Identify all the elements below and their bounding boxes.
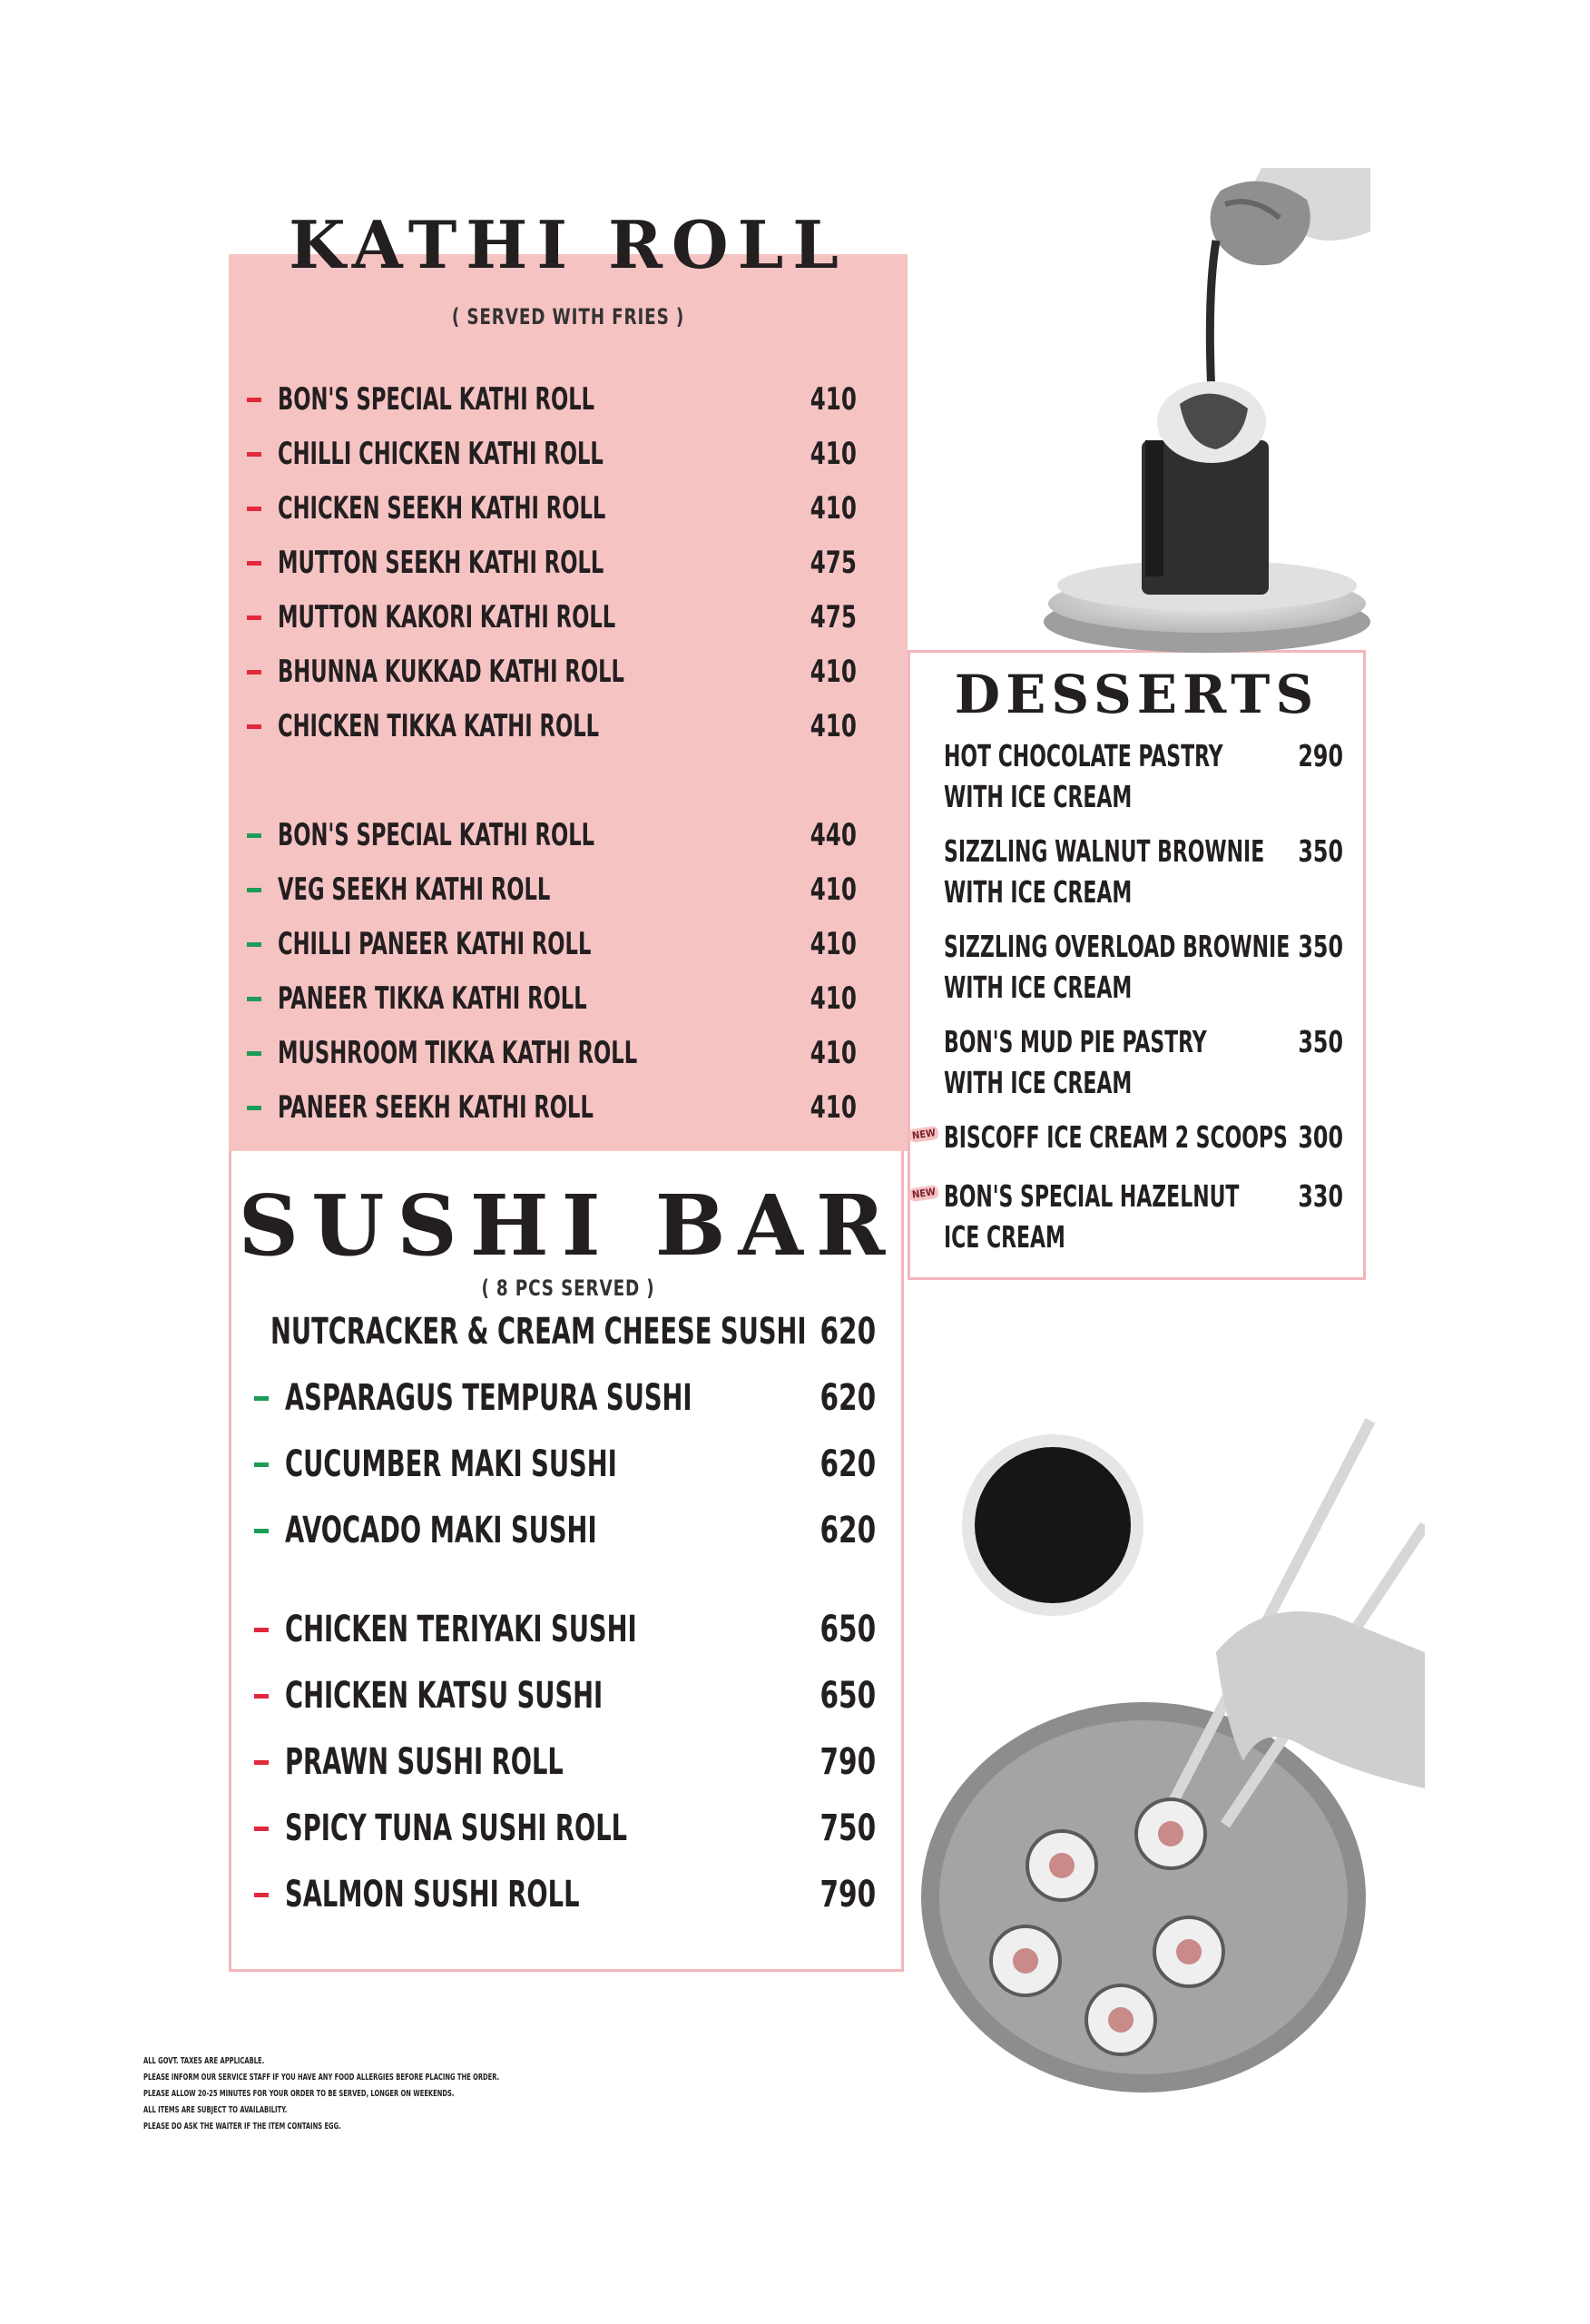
menu-item-name: SPICY TUNA SUSHI ROLL	[285, 1807, 628, 1849]
desserts-title: DESSERTS	[954, 664, 1320, 725]
menu-item	[247, 926, 857, 962]
sushi-photo	[917, 1380, 1425, 2097]
dessert-price: 350	[1298, 833, 1343, 869]
menu-item-price: 790	[820, 1741, 876, 1783]
veg-indicator-icon	[254, 1396, 269, 1401]
footnote-line: ALL ITEMS ARE SUBJECT TO AVAILABILITY.	[143, 2105, 288, 2115]
nonveg-indicator-icon	[247, 724, 261, 729]
menu-item-name: CUCUMBER MAKI SUSHI	[285, 1443, 617, 1485]
menu-item-price: 410	[810, 436, 857, 472]
menu-item-name: CHILLI PANEER KATHI ROLL	[278, 926, 592, 962]
menu-item-price: 410	[810, 708, 857, 744]
menu-item-name: CHICKEN TERIYAKI SUSHI	[285, 1609, 637, 1650]
menu-item-price: 750	[820, 1807, 876, 1849]
menu-item	[247, 381, 857, 418]
menu-item-name: CHILLI CHICKEN KATHI ROLL	[278, 436, 604, 472]
kathi-roll-subtitle: ( SERVED WITH FRIES )	[451, 304, 685, 330]
kathi-roll-title: KATHI ROLL	[289, 206, 848, 283]
dessert-price: 350	[1298, 1024, 1343, 1059]
menu-item-price: 410	[810, 980, 857, 1017]
dessert-item	[944, 926, 1343, 1008]
footnote-line: PLEASE DO ASK THE WAITER IF THE ITEM CONTAINS EGG.	[143, 2122, 341, 2132]
menu-item	[247, 817, 857, 853]
dessert-name-line2: WITH ICE CREAM	[944, 779, 1133, 814]
menu-item	[247, 1035, 857, 1071]
dessert-name-line1: BISCOFF ICE CREAM 2 SCOOPS	[944, 1119, 1288, 1155]
nonveg-indicator-icon	[254, 1760, 269, 1765]
nonveg-indicator-icon	[254, 1628, 269, 1632]
menu-item-name: NUTCRACKER & CREAM CHEESE SUSHI	[270, 1311, 807, 1353]
menu-item-price: 475	[810, 545, 857, 581]
veg-indicator-icon	[247, 1106, 261, 1110]
nonveg-indicator-icon	[247, 561, 261, 566]
menu-item-name: BHUNNA KUKKAD KATHI ROLL	[278, 654, 624, 690]
menu-item-name: CHICKEN SEEKH KATHI ROLL	[278, 490, 606, 527]
menu-item	[254, 1442, 876, 1487]
menu-item	[254, 1806, 876, 1851]
menu-item-name: PANEER SEEKH KATHI ROLL	[278, 1089, 594, 1126]
menu-item	[247, 1089, 857, 1126]
nonveg-indicator-icon	[247, 507, 261, 511]
menu-item-price: 410	[810, 1035, 857, 1071]
veg-indicator-icon	[247, 1051, 261, 1056]
dessert-price: 330	[1298, 1178, 1343, 1214]
menu-item-price: 620	[820, 1311, 876, 1353]
menu-item	[247, 980, 857, 1017]
menu-item-price: 440	[810, 817, 857, 853]
menu-item-price: 410	[810, 926, 857, 962]
veg-indicator-icon	[247, 997, 261, 1001]
menu-item	[254, 1872, 876, 1917]
dessert-name-line1: BON'S SPECIAL HAZELNUT	[944, 1178, 1240, 1214]
nonveg-indicator-icon	[247, 670, 261, 675]
veg-indicator-icon	[254, 1529, 269, 1533]
nonveg-indicator-icon	[247, 452, 261, 457]
veg-indicator-icon	[247, 888, 261, 892]
dessert-name-line2: WITH ICE CREAM	[944, 874, 1133, 910]
menu-item	[247, 436, 857, 472]
nonveg-indicator-icon	[247, 615, 261, 620]
veg-indicator-icon	[254, 1462, 269, 1467]
footnote-line: ALL GOVT. TAXES ARE APPLICABLE.	[143, 2056, 265, 2066]
dessert-item	[944, 1176, 1343, 1257]
veg-indicator-icon	[247, 833, 261, 838]
menu-item-price: 475	[810, 599, 857, 635]
menu-item-name: AVOCADO MAKI SUSHI	[285, 1510, 597, 1551]
menu-item-name: BON'S SPECIAL KATHI ROLL	[278, 817, 595, 853]
dessert-item	[944, 1117, 1343, 1157]
dessert-name-line1: SIZZLING WALNUT BROWNIE	[944, 833, 1265, 869]
veg-indicator-icon	[247, 942, 261, 947]
nonveg-indicator-icon	[254, 1893, 269, 1897]
menu-item-name: BON'S SPECIAL KATHI ROLL	[278, 381, 595, 418]
nonveg-indicator-icon	[254, 1694, 269, 1699]
dessert-photo	[1035, 168, 1370, 658]
menu-item-price: 790	[820, 1874, 876, 1915]
menu-item-price: 650	[820, 1675, 876, 1717]
menu-item	[254, 1309, 876, 1354]
menu-item-name: MUTTON KAKORI KATHI ROLL	[278, 599, 616, 635]
footnote-line: PLEASE INFORM OUR SERVICE STAFF IF YOU HAVE ANY FOOD ALLERGIES BEFORE PLACING THE ORDER.	[143, 2073, 500, 2083]
menu-item-name: SALMON SUSHI ROLL	[285, 1874, 580, 1915]
menu-item	[247, 599, 857, 635]
sushi-bar-subtitle: ( 8 PCS SERVED )	[481, 1275, 655, 1301]
dessert-name-line1: SIZZLING OVERLOAD BROWNIE	[944, 929, 1291, 964]
new-badge: NEW	[908, 1126, 939, 1143]
menu-item-price: 410	[810, 1089, 857, 1126]
dessert-name-line1: BON'S MUD PIE PASTRY	[944, 1024, 1207, 1059]
dessert-item	[944, 1021, 1343, 1103]
menu-item-name: ASPARAGUS TEMPURA SUSHI	[285, 1377, 692, 1419]
dessert-item	[944, 831, 1343, 912]
menu-item	[254, 1607, 876, 1652]
footnote-line: PLEASE ALLOW 20-25 MINUTES FOR YOUR ORDER TO BE SERVED, LONGER ON WEEKENDS.	[143, 2089, 455, 2099]
dessert-name-line2: WITH ICE CREAM	[944, 1065, 1133, 1100]
menu-item	[247, 490, 857, 527]
menu-item-name: CHICKEN KATSU SUSHI	[285, 1675, 604, 1717]
menu-item-name: CHICKEN TIKKA KATHI ROLL	[278, 708, 600, 744]
menu-item-name: PANEER TIKKA KATHI ROLL	[278, 980, 587, 1017]
menu-item	[247, 872, 857, 908]
menu-item-price: 410	[810, 654, 857, 690]
sushi-bar-title: SUSHI BAR	[238, 1177, 898, 1275]
menu-item-price: 650	[820, 1609, 876, 1650]
new-badge: NEW	[908, 1185, 939, 1202]
menu-item-price: 410	[810, 490, 857, 527]
dessert-price: 300	[1298, 1119, 1343, 1155]
menu-item-price: 620	[820, 1377, 876, 1419]
menu-item-price: 620	[820, 1510, 876, 1551]
dessert-name-line2: ICE CREAM	[944, 1219, 1065, 1255]
nonveg-indicator-icon	[247, 398, 261, 402]
dessert-price: 290	[1298, 738, 1343, 773]
nonveg-indicator-icon	[254, 1827, 269, 1831]
dessert-name-line2: WITH ICE CREAM	[944, 970, 1133, 1005]
menu-item-name: VEG SEEKH KATHI ROLL	[278, 872, 551, 908]
menu-item	[254, 1508, 876, 1553]
menu-item	[254, 1673, 876, 1718]
menu-item-price: 410	[810, 381, 857, 418]
menu-item-name: MUSHROOM TIKKA KATHI ROLL	[278, 1035, 638, 1071]
menu-item	[247, 708, 857, 744]
menu-item-price: 410	[810, 872, 857, 908]
menu-item	[247, 545, 857, 581]
menu-item	[247, 654, 857, 690]
dessert-item	[944, 735, 1343, 817]
menu-item-price: 620	[820, 1443, 876, 1485]
menu-item	[254, 1739, 876, 1785]
menu-item	[254, 1375, 876, 1421]
menu-item-name: PRAWN SUSHI ROLL	[285, 1741, 564, 1783]
dessert-name-line1: HOT CHOCOLATE PASTRY	[944, 738, 1223, 773]
dessert-price: 350	[1298, 929, 1343, 964]
menu-item-name: MUTTON SEEKH KATHI ROLL	[278, 545, 604, 581]
